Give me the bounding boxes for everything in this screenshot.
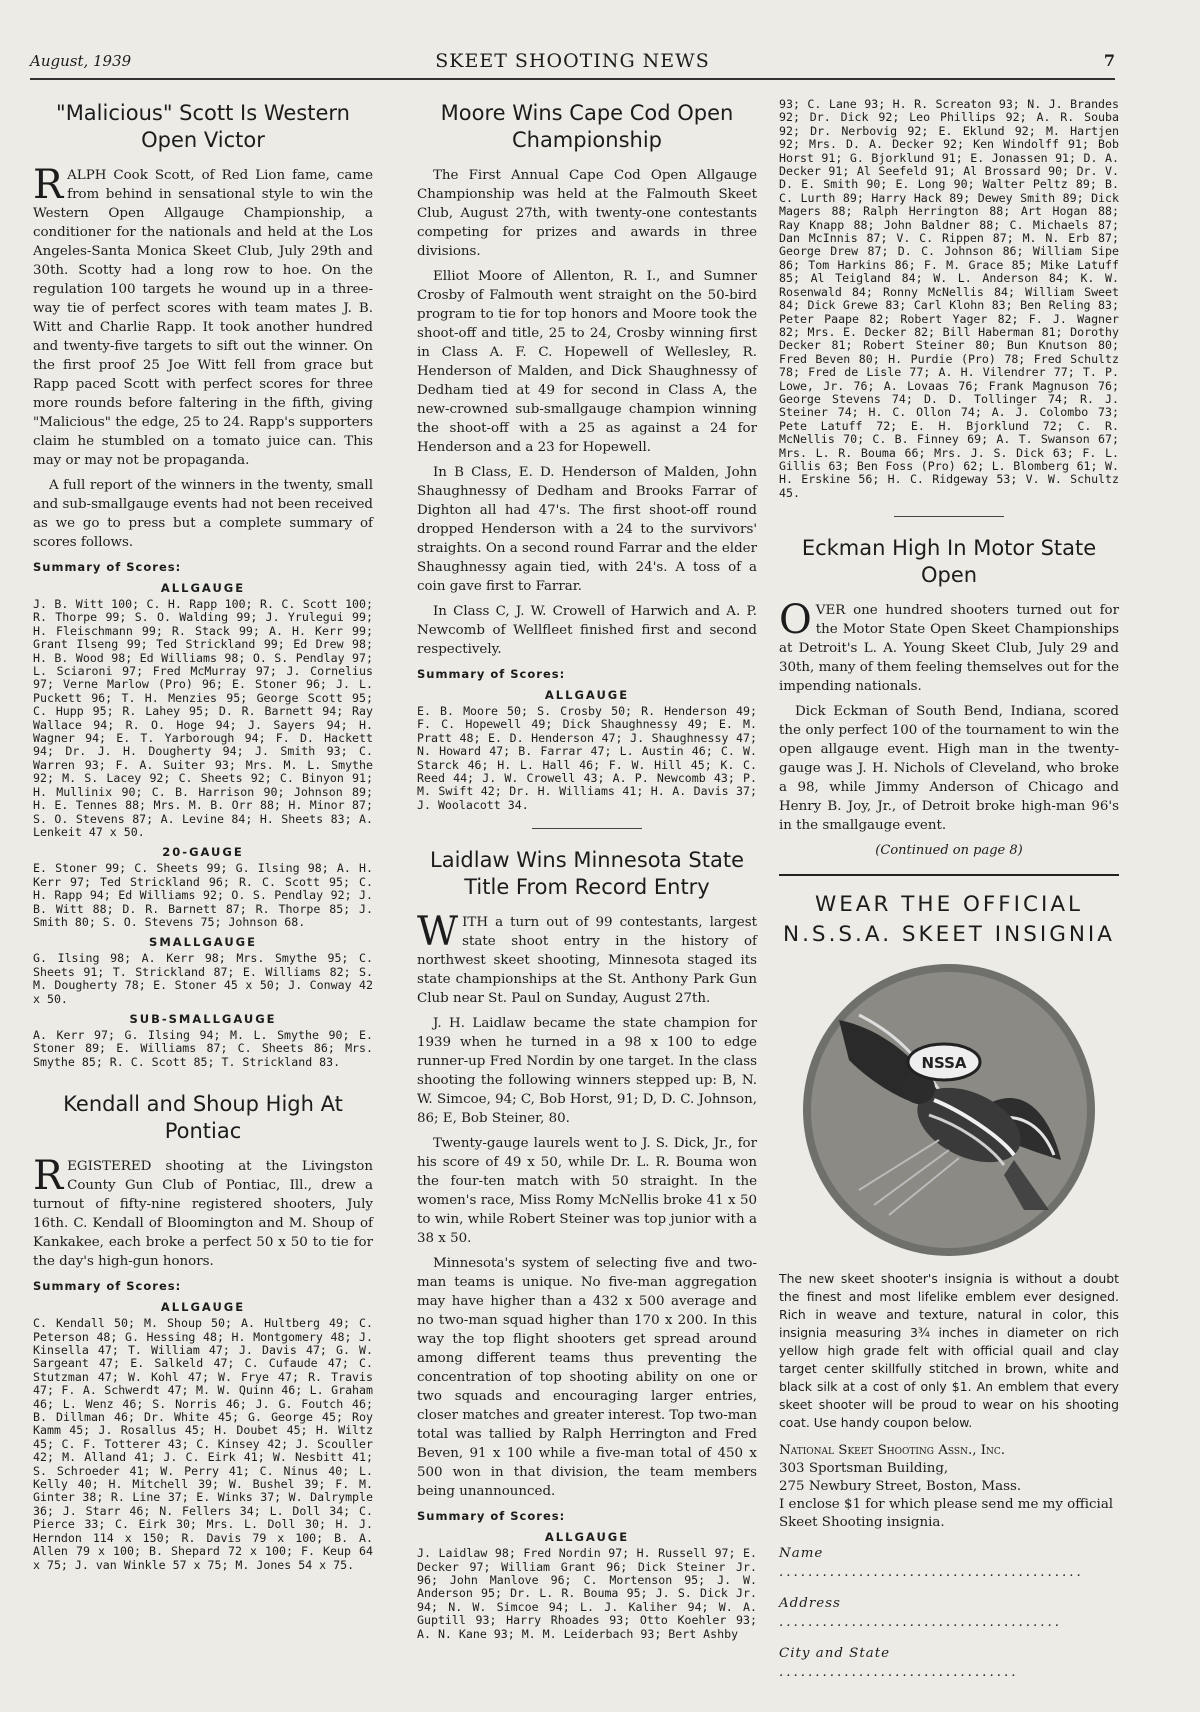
- category-heading: ALLGAUGE: [160, 581, 246, 595]
- article-paragraph: [779, 597, 1119, 696]
- article-paragraph: [33, 1153, 373, 1271]
- article-paragraph: [33, 162, 373, 470]
- score-list: E. B. Moore 50; S. Crosby 50; R. Henderson 49; F. C. Hopewell 49; Dick Shaughnessy 49; E. M. Pratt 48; E. D. Henderson 47; J. Shaughnessy 47; N. Howard 47; B. Farrar 47; L. Austin 46; C. W. Starck 46; H. L. Hall 46; F. W. Hill 45; K. C. Reed 44; J. W. Crowell 43; A. P. Newcomb 43; P. M. Swift 42; Dr. H. Williams 41; H. A. Davis 37; J. Woolacott 34.: [417, 704, 757, 812]
- column-2: [417, 100, 757, 1645]
- continued-note: (Continued on page 8): [875, 843, 1023, 859]
- article-title: Kendall and Shoup High At Pontiac: [63, 1092, 343, 1144]
- coupon-address-field[interactable]: Address .......................................: [779, 1596, 1063, 1631]
- summary-heading: Summary of Scores:: [417, 1509, 566, 1524]
- column-1: [33, 100, 373, 1576]
- summary-heading: Summary of Scores:: [417, 667, 566, 681]
- article-title: "Malicious" Scott Is Western Open Victor: [56, 101, 350, 152]
- coupon-city-field[interactable]: City and State .................................: [779, 1646, 1019, 1681]
- section-divider: [894, 516, 1004, 517]
- category-heading: ALLGAUGE: [544, 1530, 630, 1545]
- article-paragraph: Twenty-gauge laurels went to J. S. Dick, Jr., for his score of 49 x 50, while Dr. L. R. Bouma won the four-ten match with 50 straight. In the women's race, Miss Romy McNellis broke 41 x 50 to win, while Robert Steiner was top junior with a 38 x 50.: [417, 1136, 757, 1247]
- paragraph-text: ALPH Cook Scott, of Red Lion fame, came from behind in sensational style to win the Western Open Allgauge Championship, a conditioner for the nationals and held at the Los Angeles-Santa Monica Skeet Club, July 29th and 30th. Scotty had a long row to hoe. On the regulation 100 targets he wound up in a three-way tie of perfect scores with team mates J. B. Witt and Charlie Rapp. It took another hundred and twenty-five targets to sift out the winner. On the first proof 25 Joe Witt fell from grace but Rapp paced Scott with perfect scores for three more rounds before faltering in the fifth, giving "Malicious" the edge, 25 to 24. Rapp's supporters claim he stumbled on a tomato juice can. This may or may not be propaganda.: [33, 168, 373, 468]
- drop-cap: W: [417, 909, 459, 956]
- ad-title: WEAR THE OFFICIAL N.S.S.A. SKEET INSIGNIA: [783, 892, 1115, 948]
- article-paragraph: J. H. Laidlaw became the state champion for 1939 when he turned in a 98 x 100 to edge runner-up Fred Nordin by one target. In the class shooting the following winners stepped up: B, N. W. Simcoe, 94; C, Bob Horst, 91; D, D. C. Johnson, 86; E, Bob Steiner, 80.: [417, 1016, 757, 1127]
- article-paragraph: In B Class, E. D. Henderson of Malden, John Shaughnessy of Dedham and Brooks Farrar of Dighton all had 47's. The first shoot-off round dropped Henderson with a 24 to the survivors' straights. On a second round Farrar and the elder Shaughnessy again tied, with 24's. A toss of a coin gave first to Farrar.: [417, 465, 757, 594]
- category-heading: 20-GAUGE: [162, 845, 244, 860]
- summary-heading: Summary of Scores:: [33, 1279, 182, 1294]
- article-title: Moore Wins Cape Cod Open Championship: [440, 101, 734, 152]
- section-divider: [532, 828, 642, 829]
- field-label: Name: [779, 1546, 824, 1562]
- drop-cap: O: [779, 597, 812, 644]
- category-heading: ALLGAUGE: [544, 688, 630, 702]
- field-label: City and State: [779, 1646, 891, 1662]
- drop-cap: R: [33, 1153, 64, 1200]
- address-line: 275 Newbury Street, Boston, Mass.: [779, 1479, 1022, 1495]
- score-list: A. Kerr 97; G. Ilsing 94; M. L. Smythe 90; E. Stoner 89; E. Williams 87; C. Sheets 86; Mrs. Smythe 85; R. C. Scott 85; T. Strickland 83.: [33, 1027, 373, 1069]
- article-paragraph: Minnesota's system of selecting five and two-man teams is unique. No five-man aggregation may have higher than a 432 x 500 average and no two-man squad higher than 170 x 200. In this way the top flight shooters get spread around among different teams thus preventing the concentration of top shooting ability on one or two squads and encouraging larger entries, closer matches and greater interest. Top two-man total was tallied by Ralph Herrington and Fred Beven, 91 x 100 while a five-man total of 450 x 500 won in that division, the team members being unannounced.: [417, 1256, 757, 1500]
- nssa-insignia-emblem: [799, 960, 1099, 1260]
- article-paragraph: The First Annual Cape Cod Open Allgauge Championship was held at the Falmouth Skeet Club, August 27th, with twenty-one contestants competing for prizes and awards in three divisions.: [417, 168, 757, 259]
- score-list: E. Stoner 99; C. Sheets 99; G. Ilsing 98; A. H. Kerr 97; Ted Strickland 96; R. C. Scott 95; C. H. Rapp 94; Ed Williams 92; O. S. Pendlay 92; J. B. Witt 88; D. R. Barnett 87; R. Thorpe 85; J. Smith 80; S. O. Stevens 75; Johnson 68.: [33, 861, 373, 929]
- score-list: C. Kendall 50; M. Shoup 50; A. Hultberg 49; C. Peterson 48; G. Hessing 48; H. Montgomery 48; J. Kinsella 47; T. William 47; J. Davis 47; G. W. Sargeant 47; E. Salkeld 47; C. Cufaude 47; C. Stutzman 47; W. Kohl 47; W. Frye 47; R. Travis 47; F. A. Schwerdt 47; M. W. Quinn 46; L. Graham 46; L. Wenz 46; S. Norris 46; J. G. Foutch 46; B. Dillman 46; Dr. White 45; G. George 45; Roy Kamm 45; J. Rosallus 45; H. Doubet 45; H. Wiltz 45; C. F. Totterer 43; C. Kinsey 42; J. Scouller 42; M. Alland 41; J. C. Eirk 41; W. Nesbitt 41; S. Schroeder 41; W. Perry 41; C. Ninus 40; L. Kelly 40; H. Mitchell 39; W. Bushel 39; F. M. Ginter 38; R. Line 37; E. Winks 37; W. Dalrymple 36; J. Starr 46; N. Fellers 34; L. Doll 34; C. Pierce 33; C. Eirk 30; Mrs. L. Doll 30; H. J. Herndon 114 x 150; R. Davis 79 x 100; B. A. Allen 79 x 100; B. Shepard 72 x 100; F. Keup 64 x 75; J. van Winkle 57 x 75; M. Jones 54 x 75.: [33, 1316, 373, 1572]
- score-list: 93; C. Lane 93; H. R. Screaton 93; N. J. Brandes 92; Dr. Dick 92; Leo Phillips 92; A. R. Souba 92; Dr. Nerbovig 92; E. Eklund 92; M. Hartjen 92; Mrs. D. A. Decker 92; Ken Windolff 91; Bob Horst 91; G. Bjorklund 91; E. Jonassen 91; D. A. Decker 91; Al Seefeld 91; Al Brossard 90; Dr. V. D. E. Smith 90; E. Long 90; Walter Peltz 89; B. C. Lurth 89; Harry Hack 89; Dewey Smith 89; Dick Magers 88; Ralph Herrington 88; Art Hogan 88; Ray Knapp 88; John Baldner 88; C. Michaels 87; Dan McInnis 87; V. C. Rippen 87; M. N. Erb 87; George Drew 87; D. C. Johnson 86; William Sipe 86; Tom Harkins 86; F. M. Grace 85; Mike Latuff 85; Al Teigland 84; W. L. Anderson 84; K. W. Rosenwald 84; Ronny McNellis 84; William Sweet 84; Dick Grewe 83; Carl Klohn 83; Ben Reling 83; Peter Paape 82; Robert Yager 82; F. J. Wagner 82; Mrs. E. Decker 82; Bill Haberman 81; Dorothy Decker 81; Robert Steiner 80; Bun Knutson 80; Fred Beven 80; H. Purdie (Pro) 78; Fred Schultz 78; Fred de Lisle 77; A. H. Vilendrer 77; T. P. Lowe, Jr. 76; A. Lovaas 76; Frank Magnuson 76; George Stevens 74; D. D. Tollinger 74; R. J. Steiner 74; H. C. Ollon 74; A. J. Colombo 73; Pete Latuff 72; E. H. Bjorklund 72; C. R. McNellis 70; C. B. Finney 69; A. T. Swanson 67; Mrs. L. R. Bouma 66; Mrs. J. S. Dick 63; F. L. Gillis 63; Ben Foss (Pro) 62; L. Blomberg 61; W. H. Erskine 56; H. C. Ridgeway 53; V. W. Schultz 45.: [779, 97, 1119, 500]
- drop-cap: R: [33, 162, 64, 208]
- article-title: Laidlaw Wins Minnesota State Title From Record Entry: [430, 848, 744, 900]
- address-line: 303 Sportsman Building,: [779, 1461, 949, 1477]
- issue-date: August, 1939: [30, 52, 132, 70]
- article-paragraph: [417, 909, 757, 1008]
- coupon-address: [779, 1442, 1119, 1532]
- score-list: G. Ilsing 98; A. Kerr 98; Mrs. Smythe 95; C. Sheets 91; T. Strickland 87; E. Williams 82; S. M. Dougherty 78; E. Stoner 45 x 50; J. Conway 42 x 50.: [33, 951, 373, 1006]
- ad-description: The new skeet shooter's insignia is without a doubt the finest and most lifelike emblem ever designed. Rich in weave and texture, natural in color, this insignia measuring 3¾ inches in diameter on rich yellow high grade felt with official quail and clay target center skillfully stitched in brown, white and black silk at a cost of only $1. An emblem that every skeet shooter will be proud to wear on his shooting coat. Use handy coupon below.: [779, 1271, 1119, 1431]
- article-paragraph: Elliot Moore of Allenton, R. I., and Sumner Crosby of Falmouth went straight on the 50-bird program to tie for top honors and Moore took the shoot-off and title, 25 to 24, Crosby winning first in Class A. F. C. Hopewell of Wellesley, R. Henderson of Malden, and Dick Shaughnessy of Dedham tied at 49 for second in Class A, the new-crowned sub-smallgauge champion winning the shoot-off with a 25 as against a 24 for Henderson and a 23 for Hopewell.: [417, 269, 757, 455]
- paragraph-text: EGISTERED shooting at the Livingston County Gun Club of Pontiac, Ill., drew a turnout of fifty-nine registered shooters, July 16th. C. Kendall of Bloomington and M. Shoup of Kankakee, each broke a perfect 50 x 50 to tie for the day's high-gun honors.: [33, 1159, 373, 1270]
- score-list: J. Laidlaw 98; Fred Nordin 97; H. Russell 97; E. Decker 97; William Grant 96; Dick Steiner Jr. 96; John Manlove 96; C. Mortenson 95; J. W. Anderson 95; Dr. L. R. Bouma 95; J. S. Dick Jr. 94; N. W. Simcoe 94; L. J. Kaliher 94; W. A. Guptill 93; Harry Rhoades 93; Otto Koehler 93; A. N. Kane 93; M. M. Leiderbach 93; Bert Ashby: [417, 1546, 757, 1641]
- column-3: [779, 98, 1119, 1682]
- paragraph-text: VER one hundred shooters turned out for the Motor State Open Skeet Championships at Detroit's L. A. Young Skeet Club, July 29 and 30th, many of them feeling themselves out for the impending nationals.: [779, 603, 1119, 695]
- coupon-request-text: I enclose $1 for which please send me my official Skeet Shooting insignia.: [779, 1497, 1114, 1531]
- advertisement: [779, 874, 1119, 1682]
- association-name: National Skeet Shooting Assn., Inc.: [779, 1443, 1006, 1459]
- publication-title: SKEET SHOOTING NEWS: [435, 50, 710, 72]
- coupon-name-field[interactable]: Name ..........................................: [779, 1546, 1084, 1581]
- summary-heading: Summary of Scores:: [33, 560, 182, 574]
- category-heading: ALLGAUGE: [160, 1300, 246, 1315]
- article-paragraph: Dick Eckman of South Bend, Indiana, scored the only perfect 100 of the tournament to win the open allgauge event. High man in the twenty-gauge was J. H. Nichols of Cleveland, who broke a 98, while Jimmy Anderson of Chicago and Henry B. Joy, Jr., of Detroit broke high-man 96's in the smallgauge event.: [779, 704, 1119, 834]
- score-list: J. B. Witt 100; C. H. Rapp 100; R. C. Scott 100; R. Thorpe 99; S. O. Walding 99; J. Yrulegui 99; H. Fleischmann 99; R. Stack 99; A. H. Kerr 99; Grant Ilseng 99; Ted Strickland 99; Ed Drew 98; H. B. Wood 98; Ed Williams 98; O. S. Pendlay 97; L. Sciaroni 97; Fred McMurray 97; J. Cornelius 97; Verne Marlow (Pro) 96; E. Stoner 96; J. L. Puckett 96; T. H. Menzies 95; George Scott 95; C. Hupp 95; R. Lahey 95; D. R. Barnett 94; Ray Wallace 94; R. O. Hoge 94; J. Sayers 94; H. Wagner 94; E. T. Yarborough 94; F. D. Hackett 94; Dr. J. H. Dougherty 94; J. Smith 93; C. Warren 93; F. A. Suiter 93; Mrs. M. L. Smythe 92; M. S. Lacey 92; C. Sheets 92; C. Binyon 91; H. Mullinix 90; C. B. Harrison 90; Johnson 89; H. E. Tennes 88; Mrs. M. B. Orr 88; H. Minor 87; S. O. Stevens 87; A. Levine 84; H. Sheets 83; A. Lenkeit 47 x 50.: [33, 597, 373, 839]
- article-paragraph: A full report of the winners in the twenty, small and sub-smallgauge events had not been received as we go to press but a complete summary of scores follows.: [33, 478, 373, 550]
- category-heading: SMALLGAUGE: [149, 935, 257, 950]
- paragraph-text: ITH a turn out of 99 contestants, largest state shoot entry in the history of northwest skeet shooting, Minnesota staged its state championships at the St. Anthony Park Gun Club near St. Paul on Sunday, August 27th.: [417, 915, 757, 1007]
- article-title: Eckman High In Motor State Open: [801, 536, 1097, 588]
- category-heading: SUB-SMALLGAUGE: [129, 1011, 277, 1026]
- emblem-label: NSSA: [921, 1054, 967, 1073]
- page-header: [30, 48, 1115, 80]
- article-paragraph: In Class C, J. W. Crowell of Harwich and A. P. Newcomb of Wellfleet finished first and second respectively.: [417, 604, 757, 657]
- field-label: Address: [779, 1596, 841, 1612]
- page-number: 7: [1103, 51, 1115, 70]
